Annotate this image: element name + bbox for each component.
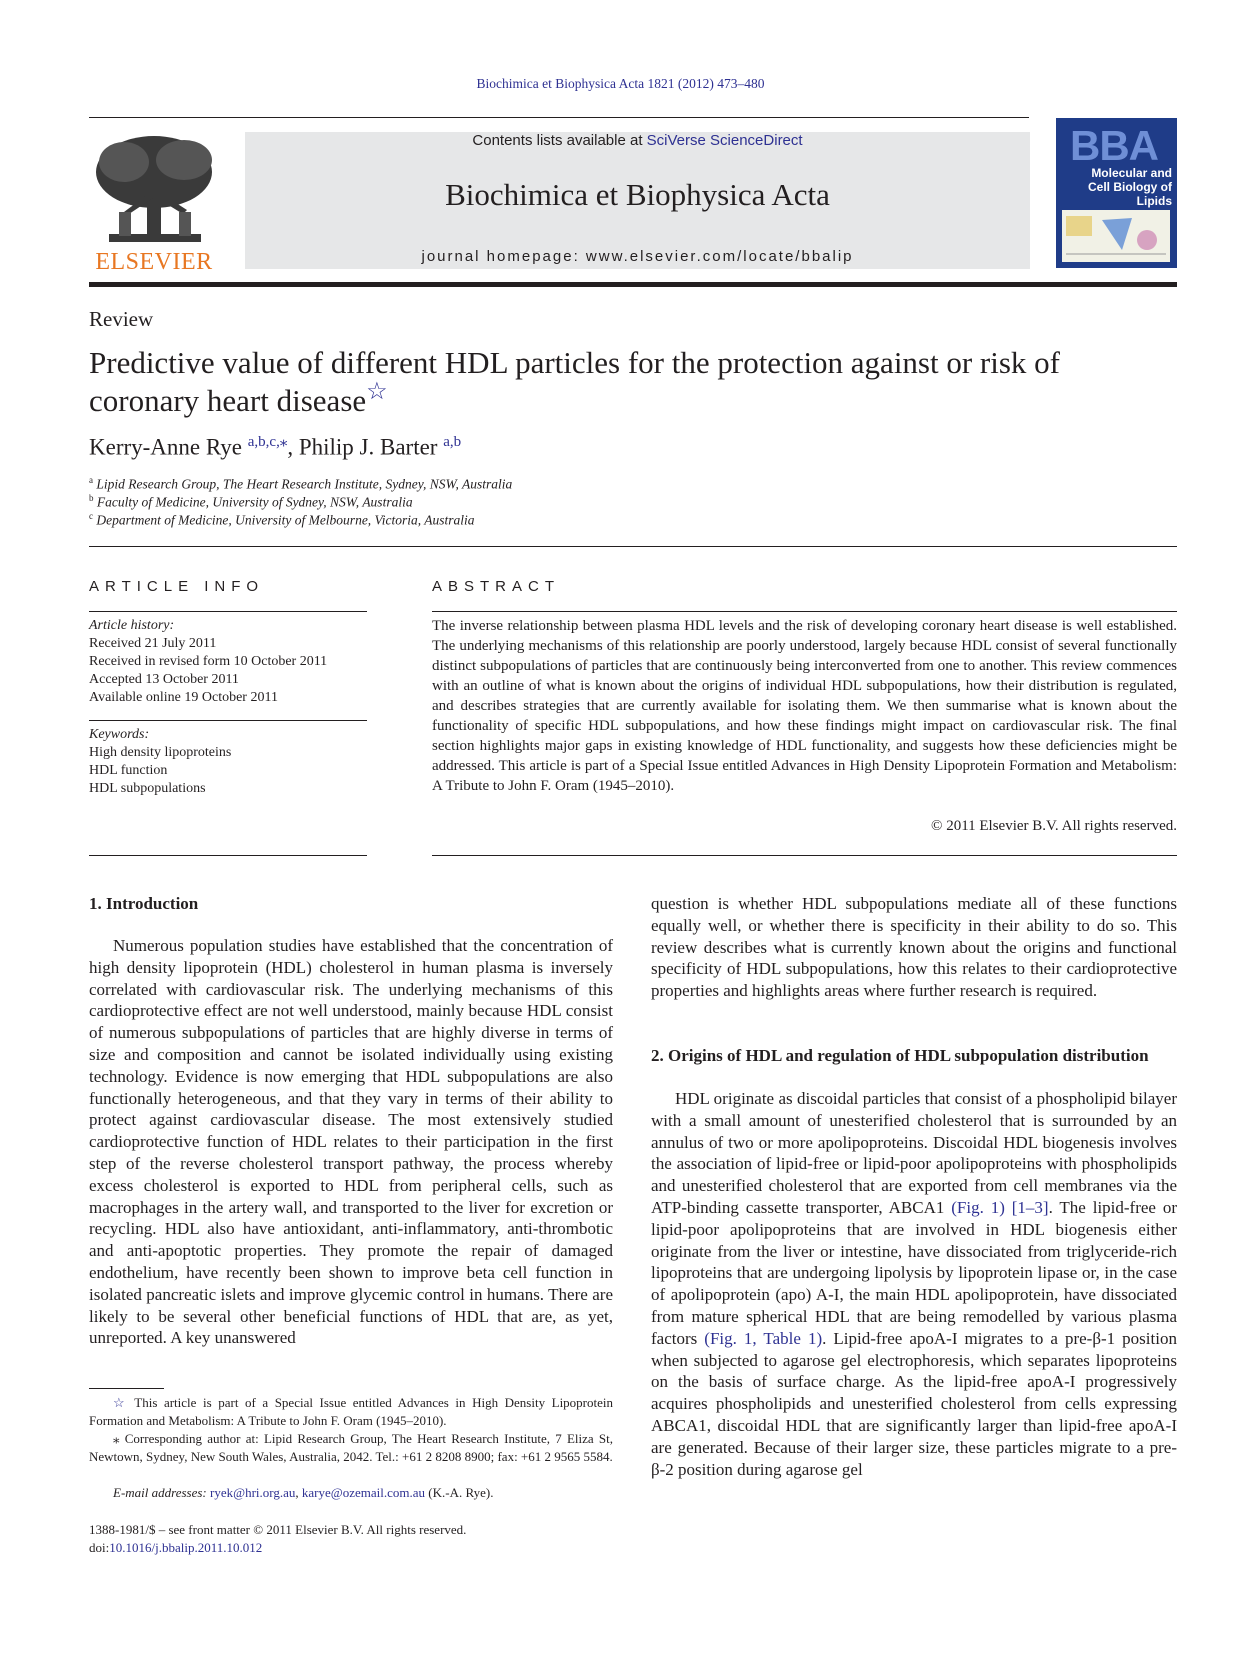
author-affiliation-marks[interactable]: a,b,c,⁎ (247, 434, 288, 450)
origins-paragraph: HDL originate as discoidal particles that consist of a phospholipid bilayer with a small amount of unesterified cholesterol that is surrounded by an annulus of two or more apolipoproteins. Discoidal HDL biogenesis involves the association of lipid-free or lipid-poor apolipoproteins with phospholipids and unesterified cholesterol that are exported from cell membranes via the ATP-binding cassette transporter, ABCA1 (Fig. 1) [1–3]. The lipid-free or lipid-poor apolipoproteins that are involved in HDL biogenesis either originate from the liver or intestine, have dissociated from triglyceride-rich lipoproteins that are undergoing lipolysis by lipoprotein lipase or, in the case of apolipoprotein (apo) A-I, the main HDL apolipoprotein, have dissociated from mature spherical HDL that are being remodelled by various plasma factors (Fig. 1, Table 1). Lipid-free apoA-I migrates to a pre-β-1 position when subjected to agarose gel electrophoresis, which separates lipoproteins on the basis of surface charge. As the lipid-free apoA-I progressively acquires phospholipids and unesterified cholesterol from cells expressing ABCA1, discoidal HDL that are significantly larger than lipid-free apoA-I are generated. Because of their larger size, these particles migrate to a pre-β-2 position during agarose gel (651, 1089, 1178, 1479)
keywords (89, 726, 369, 798)
cover-abbrev: BBA (1070, 122, 1158, 169)
issn-line: 1388-1981/$ – see front matter © 2011 Elsevier B.V. All rights reserved. (89, 1522, 467, 1537)
history-item: Received in revised form 10 October 2011 (89, 654, 328, 669)
figure-table-ref[interactable]: (Fig. 1, Table 1) (704, 1328, 823, 1348)
keywords-label: Keywords: (89, 727, 150, 742)
section-1-heading: 1. Introduction (89, 894, 199, 913)
doi-line: doi:10.1016/j.bbalip.2011.10.012 (89, 1540, 263, 1555)
keyword[interactable]: HDL subpopulations (89, 781, 206, 796)
header-rule (89, 117, 1029, 118)
footnote-rule (89, 1388, 164, 1389)
affiliation: $^c$ Department of Medicine, University of Melbourne, Victoria, Australia (89, 511, 475, 528)
article-type: Review (89, 307, 154, 331)
abstract-heading: ABSTRACT (432, 578, 561, 595)
history-item: Accepted 13 October 2011 (89, 672, 239, 687)
footnote-corresponding: ⁎ Corresponding author at: Lipid Research Group, The Heart Research Institute, 7 Eliza St, Newtown, Sydney, New South Wales, Australia, 2042. Tel.: +61 2 8208 8900; fax: +61 2 9565 5584. (89, 1431, 614, 1464)
title-footnote-star[interactable]: ☆ (366, 379, 388, 405)
intro-paragraph: Numerous population studies have established that the concentration of high density lipoprotein (HDL) cholesterol in human plasma is inversely correlated with cardiovascular risk. The underlying mechanisms of this cardioprotective effect are not well understood, mainly because HDL consist of numerous subpopulations of particles that are highly diverse in terms of size and composition and cannot be isolated individually using existing technology. Evidence is now emerging that HDL subpopulations are also functionally heterogeneous, and that they vary in terms of their ability to protect against cardiovascular disease. The most extensively studied cardioprotective function of HDL relates to their participation in the first step of the reverse cholesterol transport pathway, the process whereby excess cholesterol is exported to HDL from peripheral cells, such as macrophages in the artery wall, and transported to the liver for excretion or recycling. HDL also have antioxidant, anti-inflammatory, anti-thrombotic and anti-apoptotic properties. They promote the repair of damaged endothelium, have recently been shown to improve beta cell function in isolated pancreatic islets and improve glycemic control in humans. There are likely to be several other beneficial functions of HDL that are, as yet, unreported. A key unanswered (89, 936, 613, 1348)
cover-title: Molecular and Cell Biology of Lipids (1088, 166, 1172, 208)
footnote-special-issue: ☆ This article is part of a Special Issue entitled Advances in High Density Lipoprotein Formation and Metabolism: A Tribute to John F. Oram (1945–2010). (89, 1395, 614, 1428)
article-title (89, 344, 1169, 420)
intro-paragraph-continued: question is whether HDL subpopulations mediate all of these functions equally well, or whether there is specificity in their ability to do so. This review describes what is currently known about the origins and functional specificity of HDL subpopulations, how this relates to their cardioprotective properties and highlights areas where further research is required. (651, 894, 1177, 1001)
doi-link[interactable]: 10.1016/j.bbalip.2011.10.012 (109, 1540, 263, 1555)
history-item: Received 21 July 2011 (89, 636, 217, 651)
abstract-text: The inverse relationship between plasma HDL levels and the risk of developing coronary heart disease is well established. The underlying mechanisms of this relationship are poorly understood, largely because HDL consist of several functionally distinct subpopulations of particles that are continuously being interconverted from one to another. This review commences with an outline of what is known about the origins of individual HDL subpopulations, how their distribution is regulated, and describes strategies that are currently available for isolating them. We then summarise what is known about the functionality of specific HDL subpopulations, and how these findings might impact on cardiovascular risk. The final section highlights major gaps in existing knowledge of HDL functionality, and suggests how these deficiencies might be addressed. This article is part of a Special Issue entitled Advances in High Density Lipoprotein Formation and Metabolism: A Tribute to John F. Oram (1945–2010). (432, 618, 1177, 794)
keyword[interactable]: High density lipoproteins (89, 745, 232, 760)
history-item: Available online 19 October 2011 (89, 690, 278, 705)
article-title-text: Predictive value of different HDL particles for the protection against or risk of coronary heart disease (89, 345, 1061, 418)
cover-figure (1062, 210, 1170, 262)
footnote-emails: E-mail addresses: ryek@hri.org.au, karye@ozemail.com.au (K.-A. Rye). (113, 1485, 494, 1500)
history-label: Article history: (89, 618, 175, 633)
journal-title: Biochimica et Biophysica Acta (445, 177, 830, 212)
figure-ref[interactable]: (Fig. 1) (951, 1197, 1005, 1217)
abstract-rule (432, 611, 1177, 612)
author-affiliation-marks[interactable]: a,b (443, 434, 462, 450)
info-rule (89, 855, 367, 856)
citation-ref[interactable]: [1–3] (1011, 1197, 1049, 1217)
journal-cover (1056, 118, 1177, 268)
footnote-asterisk: ⁎ (113, 1431, 120, 1446)
author-name[interactable]: Philip J. Barter (298, 434, 438, 460)
footnote-star: ☆ (113, 1395, 128, 1410)
author-list: Kerry-Anne Rye $^{a,b,c,⁎}$, Philip J. Barter $^{a,b}$ (89, 434, 462, 460)
author-name[interactable]: Kerry-Anne Rye (89, 434, 242, 460)
affiliation: $^b$ Faculty of Medicine, University of Sydney, NSW, Australia (89, 493, 413, 510)
journal-homepage[interactable]: journal homepage: www.elsevier.com/locate/bbalip (421, 248, 854, 265)
section-2-heading: 2. Origins of HDL and regulation of HDL subpopulation distribution (651, 1046, 1149, 1065)
email-link[interactable]: ryek@hri.org.au (210, 1485, 296, 1500)
header-thick-rule (89, 282, 1177, 287)
email-label: E-mail addresses: (113, 1485, 207, 1500)
keyword[interactable]: HDL function (89, 763, 168, 778)
abstract-rule (432, 855, 1177, 856)
contents-prefix: Contents lists available at (472, 132, 647, 149)
info-rule (89, 720, 367, 721)
sciencedirect-link[interactable]: SciVerse ScienceDirect (646, 132, 803, 149)
article-history (89, 617, 369, 707)
contents-line (245, 132, 1030, 149)
elsevier-wordmark: ELSEVIER (95, 249, 213, 275)
title-rule (89, 546, 1177, 547)
affiliation: $^a$ Lipid Research Group, The Heart Research Institute, Sydney, NSW, Australia (89, 475, 513, 492)
journal-citation[interactable]: Biochimica et Biophysica Acta 1821 (2012) 473–480 (476, 76, 765, 91)
info-rule (89, 611, 367, 612)
article-info-heading: ARTICLE INFO (89, 578, 265, 595)
email-link[interactable]: karye@ozemail.com.au (301, 1485, 426, 1500)
abstract-copyright: © 2011 Elsevier B.V. All rights reserved. (931, 818, 1177, 834)
